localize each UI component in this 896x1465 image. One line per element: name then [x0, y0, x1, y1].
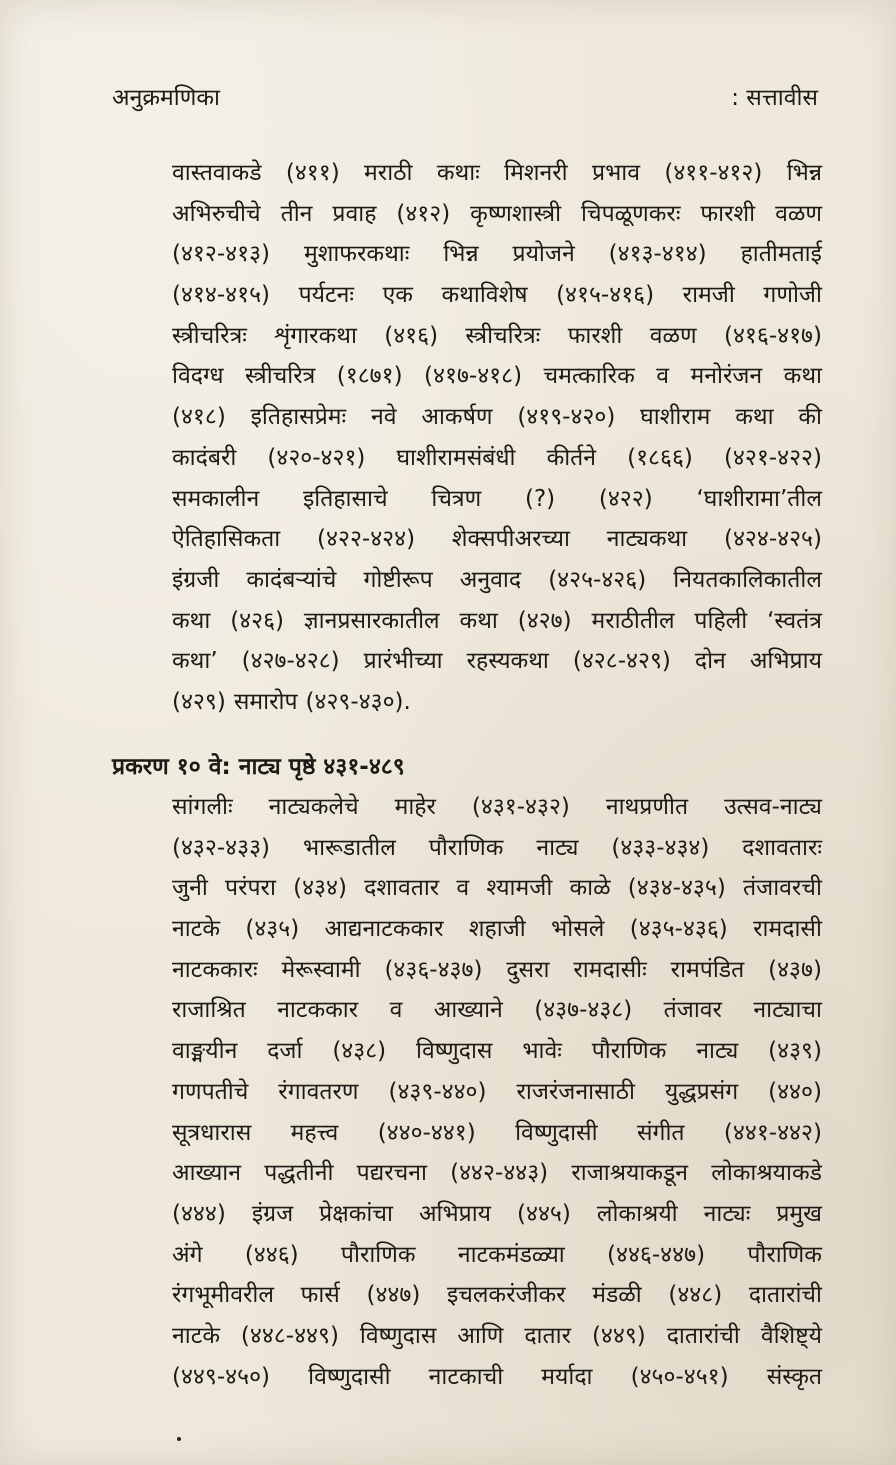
toc-line: सूत्रधारास महत्त्व (४४०-४४१) विष्णुदासी संगीत (४४१-४४२) [172, 1119, 822, 1146]
toc-line: कथा’ (४२७-४२८) प्रारंभीच्या रहस्यकथा (४२८-४२९) दोन अभिप्राय [172, 648, 822, 675]
toc-line: आख्यान पद्धतीनी पद्यरचना (४४२-४४३) राजाश्रयाकडून लोकाश्रयाकडे [172, 1160, 822, 1187]
toc-line: अभिरुचीचे तीन प्रवाह (४१२) कृष्णशास्त्री चिपळूणकरः फारशी वळण [172, 200, 822, 227]
toc-line: गणपतीचे रंगावतरण (४३९-४४०) राजरंजनासाठी युद्धप्रसंग (४४०) [172, 1078, 822, 1105]
toc-line: नाटके (४३५) आद्यनाटककार शहाजी भोसले (४३५-४३६) रामदासी [172, 916, 822, 943]
toc-line: वास्तवाकडे (४११) मराठी कथाः मिशनरी प्रभाव (४११-४१२) भिन्न [172, 160, 822, 186]
toc-line: राजाश्रित नाटककार व आख्याने (४३७-४३८) तंजावर नाट्याचा [172, 997, 822, 1024]
page-number: : सत्तावीस [731, 85, 818, 111]
toc-line: (४२९) समारोप (४२९-४३०). [172, 688, 411, 715]
toc-line: कादंबरी (४२०-४२१) घाशीरामसंबंधी कीर्तने (१८६६) (४२१-४२२) [172, 444, 822, 471]
toc-line: समकालीन इतिहासाचे चित्रण (?) (४२२) ‘घाशीरामा’तील [172, 485, 822, 512]
toc-line: जुनी परंपरा (४३४) दशावतार व श्यामजी काळे (४३४-४३५) तंजावरची [172, 875, 822, 902]
toc-line: (४१८) इतिहासप्रेमः नवे आकर्षण (४१९-४२०) घाशीराम कथा की [172, 404, 822, 431]
toc-line: (४१४-४१५) पर्यटनः एक कथाविशेष (४१५-४१६) रामजी गणोजी [172, 282, 822, 309]
toc-line: नाटके (४४८-४४९) विष्णुदास आणि दातार (४४९) दातारांची वैशिष्ट्ये [172, 1322, 822, 1349]
toc-line: (४४४) इंग्रज प्रेक्षकांचा अभिप्राय (४४५) लोकाश्रयी नाट्यः प्रमुख [172, 1200, 822, 1227]
toc-line: कथा (४२६) ज्ञानप्रसारकातील कथा (४२७) मराठीतील पहिली ‘स्वतंत्र [172, 607, 822, 634]
toc-paragraph-chapter-9-continued [172, 153, 822, 723]
toc-line: अंगे (४४६) पौराणिक नाटकमंडळ्या (४४६-४४७) पौराणिक [172, 1241, 822, 1268]
toc-line: वाङ्मयीन दर्जा (४३८) विष्णुदास भावेः पौराणिक नाट्य (४३९) [172, 1038, 822, 1065]
chapter-heading: प्रकरण १० वे: नाट्य पृष्ठे ४३१-४८९ [112, 754, 405, 780]
toc-line: सांगलीः नाट्यकलेचे माहेर (४३१-४३२) नाथप्रणीत उत्सव-नाट्य [172, 794, 822, 820]
toc-line: रंगभूमीवरील फार्स (४४७) इचलकरंजीकर मंडळी (४४८) दातारांची [172, 1282, 822, 1309]
toc-line: स्त्रीचरित्रः शृंगारकथा (४१६) स्त्रीचरित्रः फारशी वळण (४१६-४१७) [172, 322, 822, 349]
running-head-title: अनुक्रमणिका [112, 85, 220, 111]
toc-line: इंग्रजी कादंबऱ्यांचे गोष्टीरूप अनुवाद (४२५-४२६) नियतकालिकातील [172, 566, 822, 593]
toc-line: नाटककारः मेरूस्वामी (४३६-४३७) दुसरा रामदासीः रामपंडित (४३७) [172, 956, 822, 983]
toc-line: (४४९-४५०) विष्णुदासी नाटकाची मर्यादा (४५०-४५१) संस्कृत [172, 1363, 822, 1390]
running-head [112, 80, 818, 120]
toc-line: (४३२-४३३) भारूडातील पौराणिक नाट्य (४३३-४३४) दशावतारः [172, 834, 822, 861]
toc-line: (४१२-४१३) मुशाफरकथाः भिन्न प्रयोजने (४१३-४१४) हातीमताई [172, 241, 822, 268]
toc-line: ऐतिहासिकता (४२२-४२४) शेक्सपीअरच्या नाट्यकथा (४२४-४२५) [172, 526, 822, 553]
toc-paragraph-chapter-10 [172, 787, 822, 1397]
ink-speck [177, 1437, 181, 1441]
toc-line: विदग्ध स्त्रीचरित्र (१८७१) (४१७-४१८) चमत्कारिक व मनोरंजन कथा [172, 363, 822, 390]
